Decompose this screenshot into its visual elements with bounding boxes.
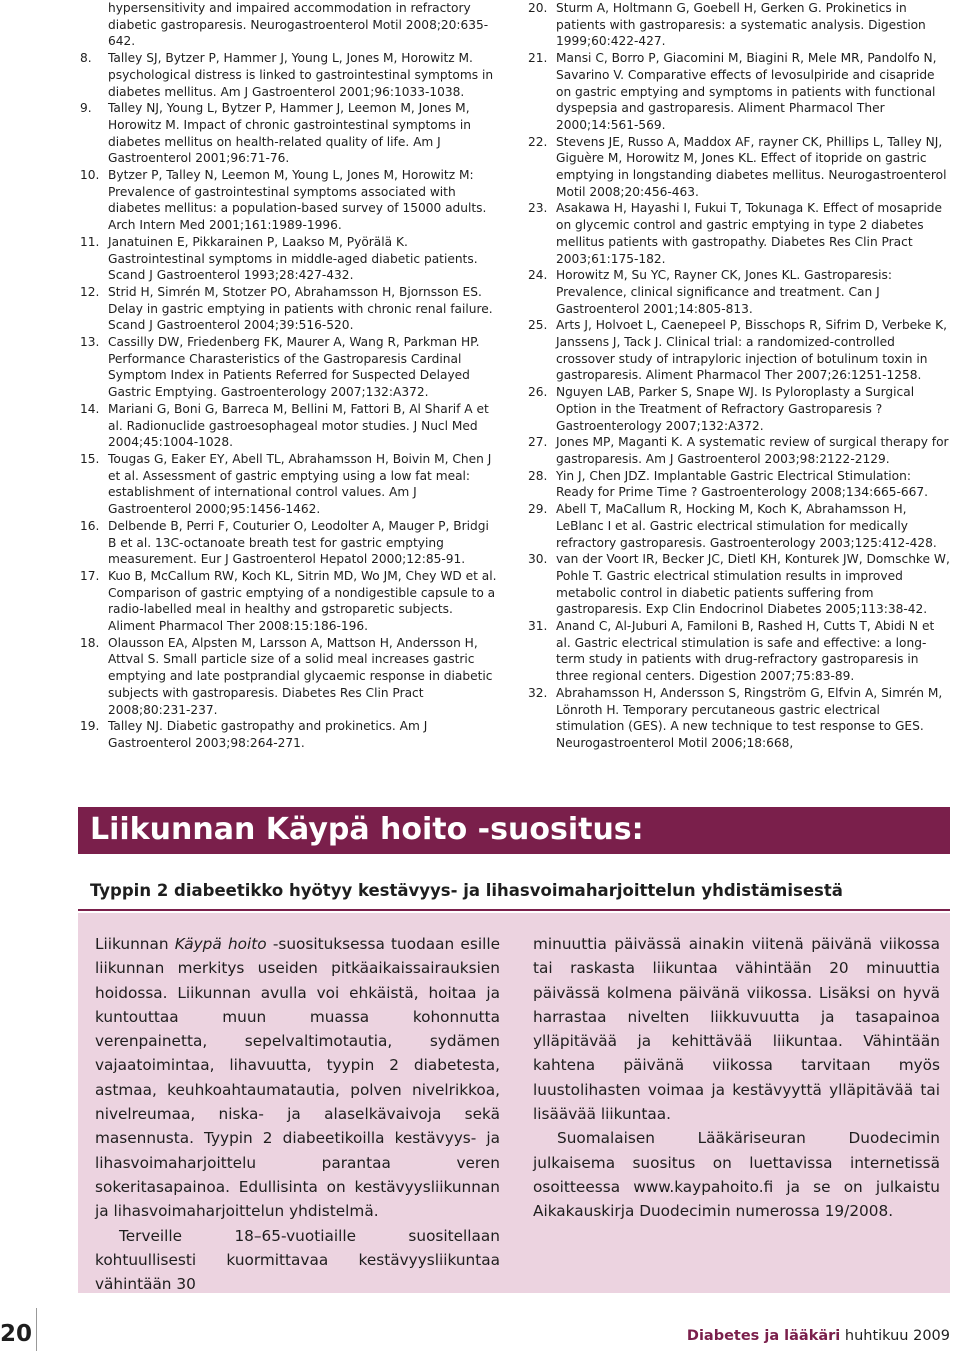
box-paragraph: minuuttia päivässä ainakin viitenä päivänä viikossa tai raskasta liikuntaa vähintään 20 minuuttia päivässä kolmena päivänä viikossa. Lisäksi on hyvä harrastaa nivelten liikkuvuutta ja tasapainoa ylläpitävää ja kehittävää liikuntaa. Vähintään kahtena päivänä viikossa tarvitaan myös luustolihasten voimaa ja kestävyyttä ylläpitävää tai lisäävää liikuntaa.	[533, 935, 940, 1124]
reference-item	[80, 234, 500, 284]
reference-item	[80, 518, 500, 568]
reference-number: 21.	[528, 51, 548, 66]
box-divider	[78, 909, 950, 911]
reference-text: Tougas G, Eaker EY, Abell TL, Abrahamsson H, Boivin M, Chen J et al. Assessment of gastric emptying using a low fat meal: establishment of international control values. Am J Gastroenterol 2000;95:1456-1462.	[108, 451, 492, 517]
reference-text: Anand C, Al-Juburi A, Familoni B, Rashed H, Cutts T, Abidi N et al. Gastric electrical stimulation is safe and effective: a long-term study in patients with drug-refractory gastroparesis in three regional centers. Digestion 2007;75:83-89.	[556, 619, 935, 684]
reference-text: Abell T, MaCallum R, Hocking M, Koch K, Abrahamsson H, LeBlanc I et al. Gastric electrical stimulation for medically refractory gastroparesis. Gastroenterology 2003;125:412-428.	[556, 502, 937, 550]
reference-number: 9.	[80, 101, 92, 116]
box-text: Liikunnan	[95, 935, 175, 953]
reference-item	[528, 267, 950, 317]
reference-item	[80, 50, 500, 100]
reference-number: 29.	[528, 502, 548, 517]
footer-divider	[36, 1308, 37, 1351]
reference-item	[80, 284, 500, 334]
reference-number: 23.	[528, 201, 548, 216]
reference-item	[528, 468, 950, 501]
reference-text: Talley NJ. Diabetic gastropathy and prokinetics. Am J Gastroenterol 2003;98:264-271.	[108, 719, 428, 750]
reference-item	[80, 635, 500, 719]
reference-item	[80, 451, 500, 518]
box-paragraph	[95, 932, 500, 1224]
references-left-column	[80, 0, 500, 752]
reference-text: Jones MP, Maganti K. A systematic review of surgical therapy for gastroparesis. Am J Gastroenterol 2003;98:2122-2129.	[556, 435, 949, 466]
reference-text: Talley NJ, Young L, Bytzer P, Hammer J, Leemon M, Jones M, Horowitz M. Impact of chronic gastrointestinal symptoms in diabetes mellitus on health-related quality of life. Am J Gastroenterol 2001;96:71-76.	[108, 101, 471, 166]
reference-number: 22.	[528, 134, 548, 149]
reference-text: Delbende B, Perri F, Couturier O, Leodolter A, Mauger P, Bridgi B et al. 13C-octanoate breath test for gastric emptying measurement. Eur J Gastroenterol Hepatol 2000;12:85-91.	[108, 518, 489, 567]
reference-text: Mansi C, Borro P, Giacomini M, Biagini R, Mele MR, Pandolfo N, Savarino V. Comparative effects of levosulpiride and cisapride on gastric emptying and symptoms in patients with functional dyspepsia and gastroparesis. Aliment Pharmacol Ther 2000;14:561-569.	[556, 51, 937, 132]
reference-number: 26.	[528, 385, 548, 400]
references-right-column	[528, 0, 950, 752]
issue-date: huhtikuu 2009	[840, 1328, 950, 1344]
box-text: -suosituksessa tuodaan esille liikunnan merkitys useiden pitkäaikaissairauksien hoidossa. Liikunnan avulla voi ehkäistä, hoitaa ja kuntouttaa muun muassa kohonnutta verenpainetta, sepelvaltimotautia, sydämen vajaatoimintaa, lihavuutta, tyypin 2 diabetesta, astmaa, keuhkoahtaumatautia, polven nivelrikkoa, nivelreumaa, niska- ja alaselkävaivoja sekä masennusta. Tyypin 2 diabeetikoilla kestävyys- ja lihasvoimaharjoittelu parantaa veren sokeritasapainoa. Edullisinta on kestävyysliikunnan ja lihasvoimaharjoittelun yhdistelmä.	[95, 935, 500, 1221]
box-subtitle: Typpin 2 diabeetikko hyötyy kestävyys- ja lihasvoimaharjoittelun yhdistämisestä	[90, 881, 843, 900]
page-number: 20	[0, 1321, 33, 1347]
reference-item	[80, 167, 500, 234]
reference-number: 19.	[80, 719, 100, 734]
reference-text: Nguyen LAB, Parker S, Snape WJ. Is Pyloroplasty a Surgical Option in the Treatment of Refractory Gastroparesis ? Gastroenterology 2007;132:A372.	[556, 385, 915, 433]
reference-text: Kuo B, McCallum RW, Koch KL, Sitrin MD, Wo JM, Chey WD et al. Comparison of gastric emptying of a nondigestible capsule to a radio-labelled meal in healthy and gstroparetic subjects. Aliment Pharmacol Ther 2008:15:186-196.	[108, 568, 497, 634]
reference-number: 17.	[80, 568, 100, 583]
reference-item	[528, 317, 950, 384]
reference-number: 30.	[528, 552, 548, 567]
reference-number: 14.	[80, 401, 100, 416]
reference-number: 10.	[80, 168, 100, 183]
reference-text: Olausson EA, Alpsten M, Larsson A, Mattson H, Andersson H, Attval S. Small particle size of a solid meal increases gastric emptying and late postprandial glycaemic response in diabetic subjects with gastroparesis. Diabetes Res Clin Pract 2008;80:231-237.	[108, 635, 493, 717]
reference-text: Talley SJ, Bytzer P, Hammer J, Young L, Jones M, Horowitz M. psychological distress is linked to gastrointestinal symptoms in diabetes mellitus. Am J Gastroenterol 2001;96:1033-1038.	[108, 51, 494, 99]
reference-number: 16.	[80, 518, 100, 533]
box-paragraph: Terveille 18–65-vuotiaille suositellaan kohtuullisesti kuormittavaa kestävyysliikuntaa vähintään 30	[95, 1226, 500, 1294]
brand-diabetes: Diabetes	[686, 1328, 760, 1344]
reference-item	[528, 0, 950, 50]
reference-text: Cassilly DW, Friedenberg FK, Maurer A, Wang R, Parkman HP. Performance Charasteristics of the Gastroparesis Cardinal Symptom Index in Patients Referred for Suspected Delayed Gastric Emptying. Gastroenterology 2007;132:A372.	[108, 335, 480, 400]
reference-text: Asakawa H, Hayashi I, Fukui T, Tokunaga K. Effect of mosapride on glycemic control and gastric emptying in type 2 diabetes mellitus patients with gastropathy. Diabetes Res Clin Pract 2003;61:175-182.	[556, 201, 942, 266]
reference-number: 20.	[528, 1, 548, 15]
box-emphasis: Käypä hoito	[174, 935, 267, 953]
box-body-left	[95, 932, 500, 1296]
reference-text: Horowitz M, Su YC, Rayner CK, Jones KL. Gastroparesis: Prevalence, clinical significance and treatment. Can J Gastroenterol 2001;14:805-813.	[556, 268, 892, 316]
footer-publication	[687, 1326, 950, 1346]
reference-text: Yin J, Chen JDZ. Implantable Gastric Electrical Stimulation: Ready for Prime Time ? Gastroenterology 2008;134:665-667.	[556, 468, 929, 500]
reference-item	[528, 434, 950, 467]
reference-text: Arts J, Holvoet L, Caenepeel P, Bisschops R, Sifrim D, Verbeke K, Janssens J, Tack J. Clinical trial: a randomized-controlled crossover study of intrapyloric injection of botulinum toxin in gastroparesis. Aliment Pharmacol Ther 2007;26:1251-1258.	[556, 318, 948, 383]
reference-item	[528, 50, 950, 134]
reference-item	[80, 100, 500, 167]
reference-text: Strid H, Simrén M, Stotzer PO, Abrahamsson H, Bjornsson ES. Delay in gastric emptying in patients with chronic renal failure. Scand J Gastroenterol 2004;39:516-520.	[108, 284, 493, 333]
reference-text: Abrahamsson H, Andersson S, Ringström G, Elfvin A, Simrén M, Lönroth H. Temporary percutaneous gastric electrical stimulation (GES). A new technique to test response to GES. Neurogastroenterol Motil 2006;18:668,	[556, 685, 943, 750]
reference-item	[80, 568, 500, 635]
reference-text: Janatuinen E, Pikkarainen P, Laakso M, Pyörälä K. Gastrointestinal symptoms in middle-aged diabetic patients. Scand J Gastroenterol 1993;28:427-432.	[108, 234, 478, 283]
reference-item	[528, 384, 950, 434]
reference-number: 13.	[80, 335, 100, 350]
reference-text: Mariani G, Boni G, Barreca M, Bellini M, Fattori B, Al Sharif A et al. Radionuclide gastroesophageal motor studies. J Nucl Med 2004;45:1004-1028.	[108, 401, 489, 450]
reference-item	[528, 551, 950, 618]
reference-item	[80, 0, 500, 50]
reference-number: 25.	[528, 318, 548, 333]
reference-item	[528, 134, 950, 201]
reference-number: 8.	[80, 51, 92, 66]
reference-item	[80, 401, 500, 451]
reference-item	[80, 718, 500, 751]
reference-number: 24.	[528, 268, 548, 283]
reference-item	[528, 685, 950, 752]
reference-text: Sturm A, Holtmann G, Goebell H, Gerken G. Prokinetics in patients with gastroparesis: a systematic analysis. Digestion 1999;60:422-427.	[556, 1, 926, 49]
box-title: Liikunnan Käypä hoito -suositus:	[90, 812, 644, 847]
reference-text: Stevens JE, Russo A, Maddox AF, rayner CK, Phillips L, Talley NJ, Giguère M, Horowitz M, Jones KL. Effect of itopride on gastric emptying in longstanding diabetes mellitus. Neurogastroenterol Motil 2008;20:456-463.	[556, 134, 947, 199]
box-body-right	[533, 932, 940, 1224]
reference-number: 28.	[528, 468, 548, 483]
reference-text: Bytzer P, Talley N, Leemon M, Young L, Jones M, Horowitz M: Prevalence of gastrointestinal symptoms associated with diabetes mellitus: a population-based survey of 15000 adults. Arch Intern Med 2001;161:1989-1996.	[108, 168, 487, 233]
reference-number: 32.	[528, 685, 548, 700]
reference-item	[528, 200, 950, 267]
reference-number: 12.	[80, 284, 100, 299]
reference-number: 27.	[528, 435, 548, 450]
reference-item	[80, 334, 500, 401]
reference-number: 11.	[80, 234, 100, 249]
reference-number: 31.	[528, 619, 548, 634]
reference-text: hypersensitivity and impaired accommodation in refractory diabetic gastroparesis. Neurogastroenterol Motil 2008;20:635-642.	[108, 1, 489, 49]
brand-ja-laakari: ja lääkäri	[759, 1328, 841, 1344]
reference-item	[528, 618, 950, 685]
reference-text: van der Voort IR, Becker JC, Dietl KH, Konturek JW, Domschke W, Pohle T. Gastric electrical stimulation results in improved metabolic control in diabetic patients suffering from gastroparesis. Exp Clin Endocrinol Diabetes 2005;113:38-42.	[556, 552, 950, 617]
reference-item	[528, 501, 950, 551]
reference-number: 18.	[80, 635, 100, 650]
box-paragraph: Suomalaisen Lääkäriseuran Duodecimin julkaisema suositus on luettavissa internetissä osoitteessa www.kaypahoito.fi ja se on julkaistu Aikakauskirja Duodecimin numerossa 19/2008.	[533, 1129, 940, 1221]
reference-number: 15.	[80, 451, 100, 466]
